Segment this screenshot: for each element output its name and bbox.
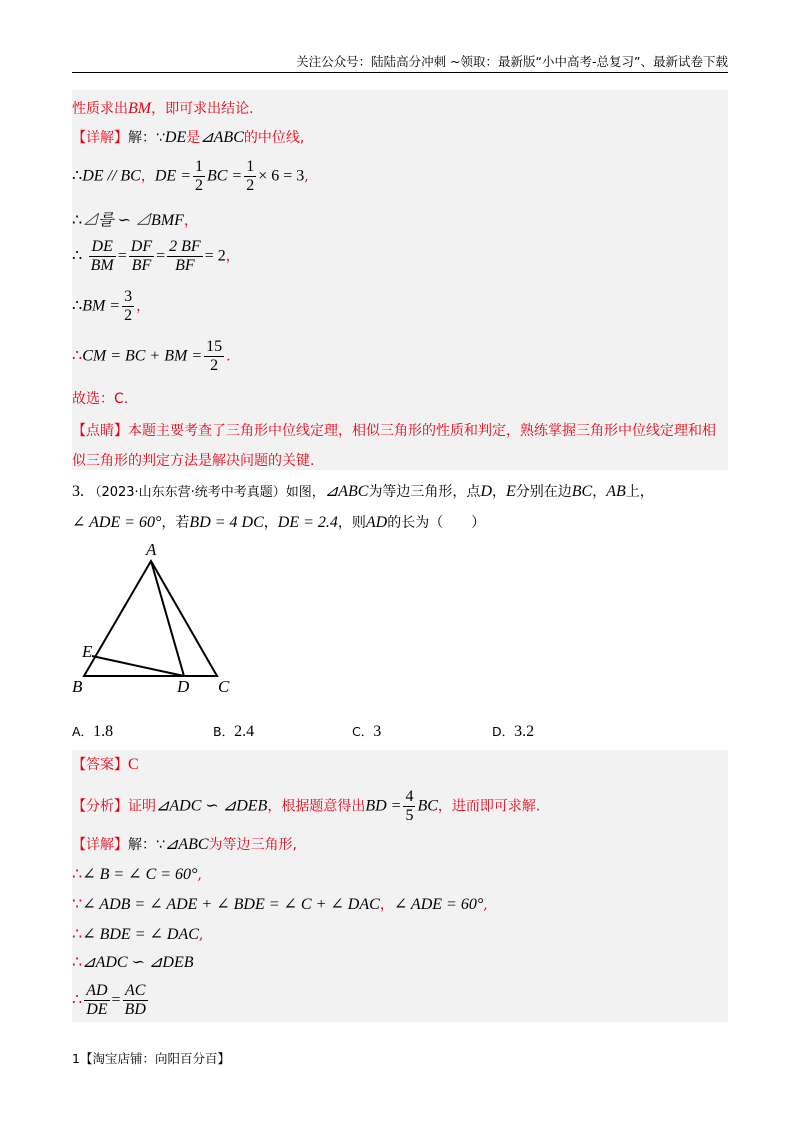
detail-line-q3-3: ∵∠ ADB = ∠ ADE + ∠ BDE = ∠ C + ∠ DAC，∠ ADE = 60°,: [72, 896, 488, 913]
analysis-tail: 性质求出BM，即可求出结论.: [72, 100, 254, 117]
label-b: B: [72, 677, 83, 696]
solution-block-q3: [72, 750, 728, 1022]
label-d: D: [177, 677, 190, 696]
page-footer: 1【淘宝店铺：向阳百分百】: [72, 1051, 230, 1066]
detail-line-q3-1: 【详解】解：∵⊿ABC为等边三角形,: [72, 836, 297, 853]
fraction: $\frac{AD}{DE}$: [86, 982, 108, 1018]
detail-line-5: ∴BM = $\frac{3}{2}$ ，: [72, 288, 151, 324]
detail-line-1: 【详解】解：∵DE是⊿ABC的中位线,: [72, 129, 305, 146]
detail-line-3: ∴⊿를 ∽ ⊿BMF，: [72, 212, 198, 229]
fraction: $\frac{4}{5}$: [405, 788, 414, 824]
segment-de: [92, 656, 184, 676]
fraction: $\frac{15}{2}$: [206, 338, 223, 374]
label-c: C: [218, 677, 230, 696]
fraction: $\frac{DF}{BF}$: [130, 238, 153, 274]
comment-line-1: 【点睛】本题主要考查了三角形中位线定理，相似三角形的性质和判定，熟练掌握三角形中位线定理和相: [72, 423, 716, 439]
fraction: $\frac{DE}{BM}$: [90, 238, 114, 274]
analysis-line: 【分析】证明⊿ADC ∽ ⊿DEB，根据题意得出BD = $\frac{4}{5}$ BC，进而即可求解.: [72, 788, 541, 824]
detail-line-2: ∴DE // BC，DE = $\frac{1}{2}$ BC = $\frac{1}{2}$ × 6 = 3,: [72, 158, 309, 194]
label-a: A: [146, 540, 157, 559]
triangle-figure: [60, 535, 260, 700]
label-e: E: [82, 642, 93, 661]
page-header: 关注公众号：陆陆高分冲刺 ~领取：最新版“小中高考-总复习”、最新试卷下载: [296, 54, 728, 69]
header-rule: [72, 72, 728, 73]
detail-line-q3-4: ∴∠ BDE = ∠ DAC,: [72, 926, 204, 943]
option-d: D．3.2: [492, 723, 535, 740]
option-c: C．3: [352, 723, 382, 740]
answer-choice: 故选：C.: [72, 391, 129, 407]
question-line-2: ∠ ADE = 60°，若BD = 4 DC，DE = 2.4，则AD的长为（ ）: [72, 514, 486, 531]
detail-line-4: ∴ $\frac{DE}{BM}$ = $\frac{DF}{BF}$ = $\frac{2 BF}{BF}$ = 2，: [72, 238, 240, 274]
detail-line-q3-5: ∴⊿ADC ∽ ⊿DEB: [72, 954, 194, 971]
detail-line-q3-6: ∴ $\frac{AD}{DE}$ = $\frac{AC}{BD}$: [72, 982, 146, 1018]
fraction: $\frac{3}{2}$: [124, 288, 133, 324]
detail-line-6: ∴CM = BC + BM = $\frac{15}{2}$ .: [72, 338, 231, 374]
fraction: $\frac{1}{2}$: [194, 158, 203, 194]
comment-line-2: 似三角形的判定方法是解决问题的关键.: [72, 453, 315, 469]
option-a: A．1.8: [72, 723, 114, 740]
question-line-1: 3. （2023·山东东营·统考中考真题）如图，⊿ABC为等边三角形，点D，E分别在边BC，AB上，: [72, 483, 654, 500]
fraction: $\frac{1}{2}$: [246, 158, 255, 194]
option-b: B．2.4: [213, 723, 255, 740]
fraction: $\frac{2 BF}{BF}$: [169, 238, 201, 274]
fraction: $\frac{AC}{BD}$: [124, 982, 146, 1018]
detail-line-q3-2: ∴∠ B = ∠ C = 60°,: [72, 866, 202, 883]
answer-line: 【答案】C: [72, 756, 139, 773]
solution-block-prev: [72, 90, 728, 470]
segment-ad: [151, 561, 184, 676]
